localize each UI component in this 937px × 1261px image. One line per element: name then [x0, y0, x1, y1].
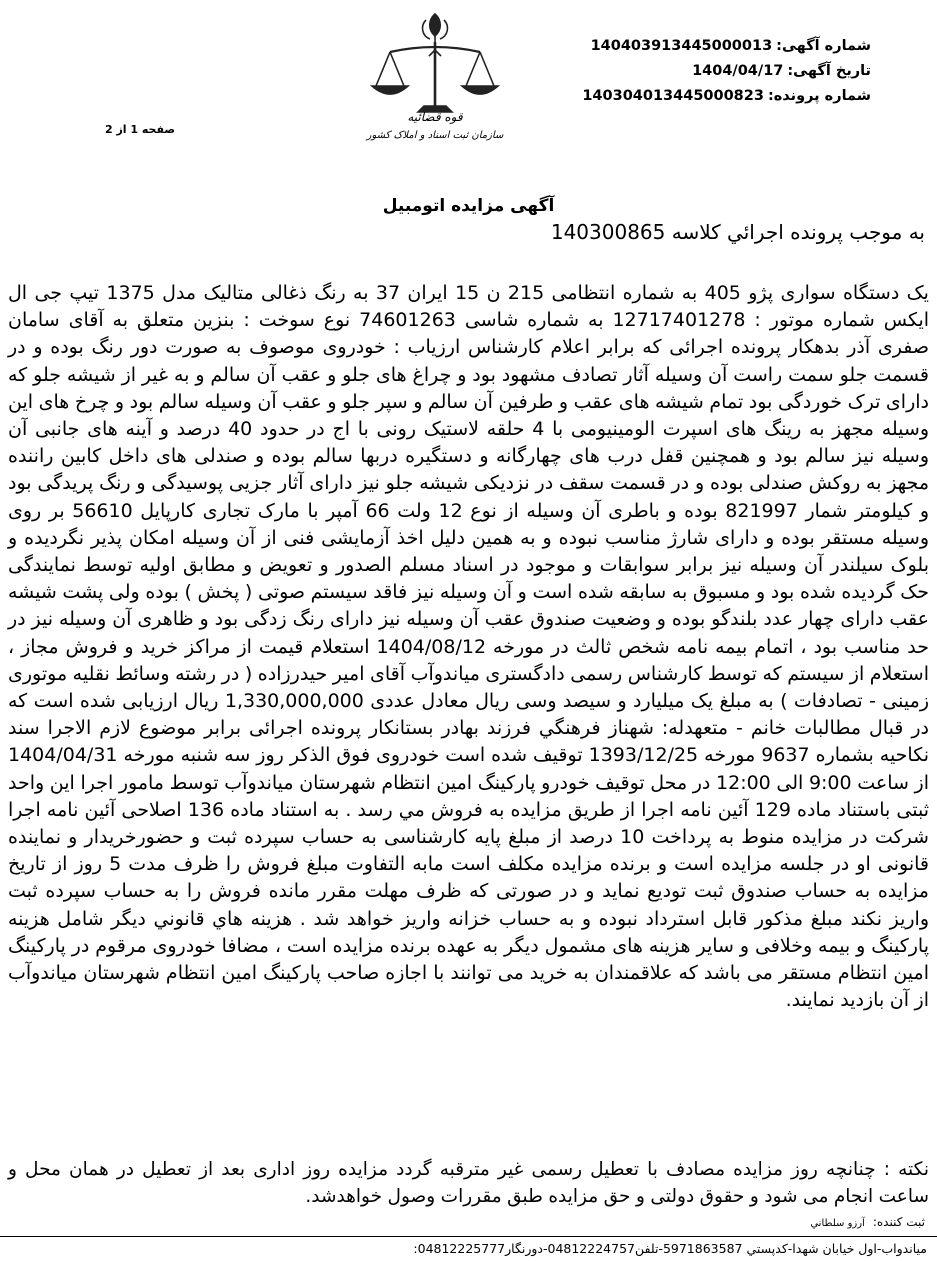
office-address: میاندواب-اول خیابان شهدا-كدپستي 5971863587-تلفن04812224757-دورنگار04812225777:: [413, 1241, 927, 1256]
case-number: 140304013445000823: [582, 88, 764, 104]
case-number-row: [541, 84, 871, 109]
ad-number-row: [541, 34, 871, 59]
holiday-note: نكته : چنانچه روز مزایده مصادف با تعطیل رسمی غیر مترقبه گردد مزایده روز اداری بعد از تعطیل در همان محل و ساعت انجام می شود و حقوق دولتی و حق مزایده طبق مقررات وصول خواهدشد.: [8, 1159, 929, 1207]
page-number: صفحه 1 از 2: [104, 123, 176, 136]
ad-number: 140403913445000013: [590, 38, 773, 54]
ad-date: 1404/04/17: [692, 63, 784, 79]
ad-date-label: تاریخ آگهی:: [787, 63, 871, 79]
registrar-line: [525, 1215, 925, 1229]
judiciary-emblem-logo: [360, 6, 510, 156]
ad-metadata: [541, 34, 871, 109]
emblem-caption-judiciary: قوه قضائیه: [407, 110, 463, 124]
page-title: آگهی مزایده اتومبیل: [382, 196, 555, 216]
emblem-caption-registration: سازمان ثبت اسناد و املاک کشور: [366, 130, 504, 141]
case-number-label: شماره پرونده:: [767, 88, 871, 104]
registrar-name: آرزو سلطاني: [810, 1218, 865, 1229]
case-reference: به موجب پرونده اجرائي كلاسه 140300865: [550, 220, 925, 244]
registrar-label: ثبت کننده:: [872, 1215, 925, 1229]
auction-description: یک دستگاه سواری پژو 405 به شماره انتظامی 215 ن 15 ایران 37 به رنگ ذغالی متالیک مدل 1375 تیپ جی ال ایکس شماره موتور : 12717401278 به شماره شاسی 74601263 نوع سوخت : بنزین متعلق به آقای سامان صفری آذر بدهکار پرونده اجرائی که برابر اعلام کارشناس ارزیاب : خودروی موصوف به صورت دور رنگ بوده و در قسمت جلو سمت راست آن وسیله آثار تصادف مشهود بود و چراغ های جلو و عقب آن سالم و به غیر از شیشه جلو که دارای ترک خوردگی بود تمام شیشه های عقب و طرفین آن سالم و سپر جلو و عقب آن وسیله سالم بود و چرخ های این وسیله مجهز به رینگ های اسپرت الومینیومی با 4 حلقه لاستیک رونی با اج در حدود 40 درصد و آینه های جانبی آن وسیله نیز سالم بود و همچنین قفل درب های چهارگانه و دستگیره دربها سالم بوده و صندلی های داخل کابین راننده مجهز به روکش صندلی بوده و در قسمت سقف در نزدیکی شیشه جلو نیز دارای آثار جزیی پوسیدگی و رنگ پریدگی بود و کیلومتر شمار 821997 بوده و باطری آن وسیله از نوع 12 ولت 66 آمپر با مارک تجاری کارپایل 56610 بر روی وسیله مستقر بوده و دارای شارژ مناسب نبوده و به همین دلیل اخذ آزمایشی فنی از آن وسیله امکان پذیر نگردیده و بلوک سیلندر آن وسیله نیز برابر سوابقات و موجود در اسناد مسلم الصدور و تعویض و مطابق اولیه توسط نمایندگی حک گردیده شده بود و مسبوق به سابقه شده است و آن وسیله نیز فاقد سیستم صوتی ( پخش ) بوده ولی پشت شیشه عقب دارای چهار عدد بلندگو بوده و وضعیت صندوق عقب آن وسیله نیز دارای رنگ زدگی بود و ظاهری آن وسیله نیز در حد مناسب بود ، اتمام بیمه نامه شخص ثالث در مورخه 1404/08/12 استعلام قیمت از مراکز خرید و فروش مجاز ، استعلام از سیستم که توسط کارشناس رسمی دادگستری میاندوآب آقای امیر حیدرزاده ( در رشته وسائط نقلیه موتوری زمینی - تصادفات ) به مبلغ یک میلیارد و سیصد وسی ریال معادل عددی 1,330,000,000 ریال ارزیابی شده است که در قبال مطالبات خانم - متعهدله: شهناز فرهنگي فرزند بهادر بستانكار پرونده اجرائی برابر موضوع لازم الاجرا سند نكاحیه بشماره 9637 مورخه 1393/12/25 توقیف شده است خودروی فوق الذكر روز سه شنبه مورخه 1404/04/31 از ساعت 9:00 الی 12:00 در محل توقیف خودرو پاركینگ امین انتظام شهرستان میاندوآب توسط مامور اجرا این واحد ثبتی باستناد ماده 129 آئین نامه اجرا از طریق مزایده به فروش مي رسد . به استناد ماده 136 اصلاحی آئین نامه اجرا شرکت در مزایده منوط به پرداخت 10 درصد از مبلغ پایه کارشناسی به حساب سپرده ثبت و حضورخریدار و نماینده قانونی او در جلسه مزایده است و برنده مزایده مکلف است مابه التفاوت مبلغ فروش را ظرف مدت 5 روز از تاریخ مزایده به حساب صندوق ثبت تودیع نماید و در صورتی که ظرف مهلت مقرر مانده فروش را به حساب سپرده ثبت واریز نکند مبلغ مذکور قابل استرداد نبوده و به حساب خزانه واریز خواهد شد . هزینه هاي قانوني دیگر شامل هزینه پاركینگ و بیمه وخلافی و سایر هزینه های مشمول دیگر به عهده برنده مزایده است ، مضافا خودروی مرقوم در پاركینگ امین انتظام مستقر می باشد كه علاقمندان به خرید می توانند با اجازه صاحب پاركینگ امین انتظام شهرستان میاندوآب از آن بازدید نمایند.: [8, 282, 930, 1012]
ad-number-label: شماره آگهی:: [776, 38, 871, 54]
ad-date-row: [541, 59, 871, 84]
footer: [0, 1236, 937, 1261]
